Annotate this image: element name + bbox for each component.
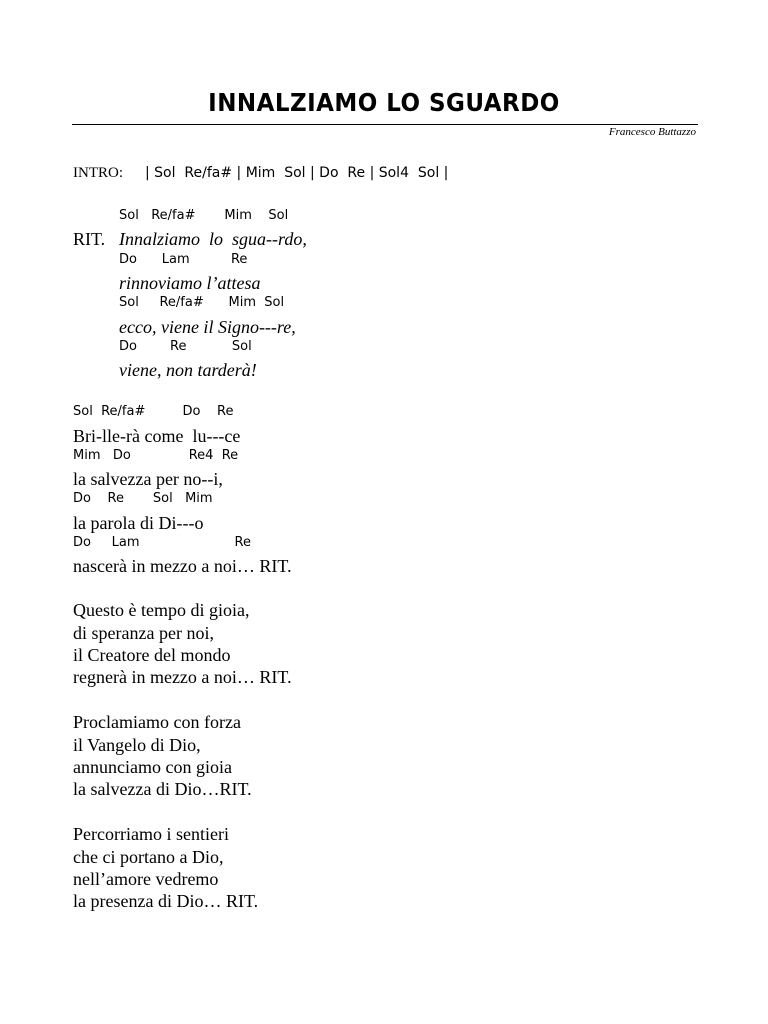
- refrain-chords-3: Sol Re/fa# Mim Sol: [119, 295, 285, 310]
- refrain-chords-2: Do Lam Re: [119, 252, 248, 267]
- verse2-line-3: il Creatore del mondo: [73, 645, 231, 665]
- intro-chords: | Sol Re/fa# | Mim Sol | Do Re | Sol4 Sol |: [145, 165, 449, 181]
- verse2-line-1: Questo è tempo di gioia,: [73, 600, 250, 620]
- verse1-chords-2: Mim Do Re4 Re: [73, 448, 239, 463]
- verse2-line-2: di speranza per noi,: [73, 623, 214, 643]
- song-title: INNALZIAMO LO SGUARDO: [208, 88, 560, 117]
- verse3-line-3: annunciamo con gioia: [73, 757, 232, 777]
- refrain-lyric-4: viene, non tarderà!: [119, 360, 257, 380]
- verse4-line-4: la presenza di Dio… RIT.: [73, 891, 259, 911]
- title-divider: [72, 124, 698, 125]
- intro-label: INTRO:: [73, 165, 123, 181]
- verse3-line-4: la salvezza di Dio…RIT.: [73, 779, 252, 799]
- refrain-lyric-3: ecco, viene il Signo---re,: [119, 317, 296, 337]
- verse1-lyric-2: la salvezza per no--i,: [73, 469, 223, 489]
- refrain-label: RIT.: [73, 229, 106, 249]
- verse1-lyric-4: nascerà in mezzo a noi… RIT.: [73, 556, 292, 576]
- verse3-line-1: Proclamiamo con forza: [73, 712, 241, 732]
- verse1-lyric-1: Bri-lle-rà come lu---ce: [73, 426, 241, 446]
- verse1-chords-4: Do Lam Re: [73, 535, 251, 550]
- refrain-lyric-2: rinnoviamo l’attesa: [119, 273, 261, 293]
- refrain-lyric-1: Innalziamo lo sgua--rdo,: [119, 229, 307, 249]
- author-name: Francesco Buttazzo: [608, 126, 696, 138]
- verse1-chords-1: Sol Re/fa# Do Re: [73, 404, 234, 419]
- verse3-line-2: il Vangelo di Dio,: [73, 735, 201, 755]
- verse1-lyric-3: la parola di Di---o: [73, 513, 204, 533]
- verse4-line-2: che ci portano a Dio,: [73, 847, 224, 867]
- verse1-chords-3: Do Re Sol Mim: [73, 491, 213, 506]
- verse2-line-4: regnerà in mezzo a noi… RIT.: [73, 667, 292, 687]
- refrain-chords-1: Sol Re/fa# Mim Sol: [119, 208, 289, 223]
- refrain-chords-4: Do Re Sol: [119, 339, 252, 354]
- verse4-line-1: Percorriamo i sentieri: [73, 824, 229, 844]
- verse4-line-3: nell’amore vedremo: [73, 869, 219, 889]
